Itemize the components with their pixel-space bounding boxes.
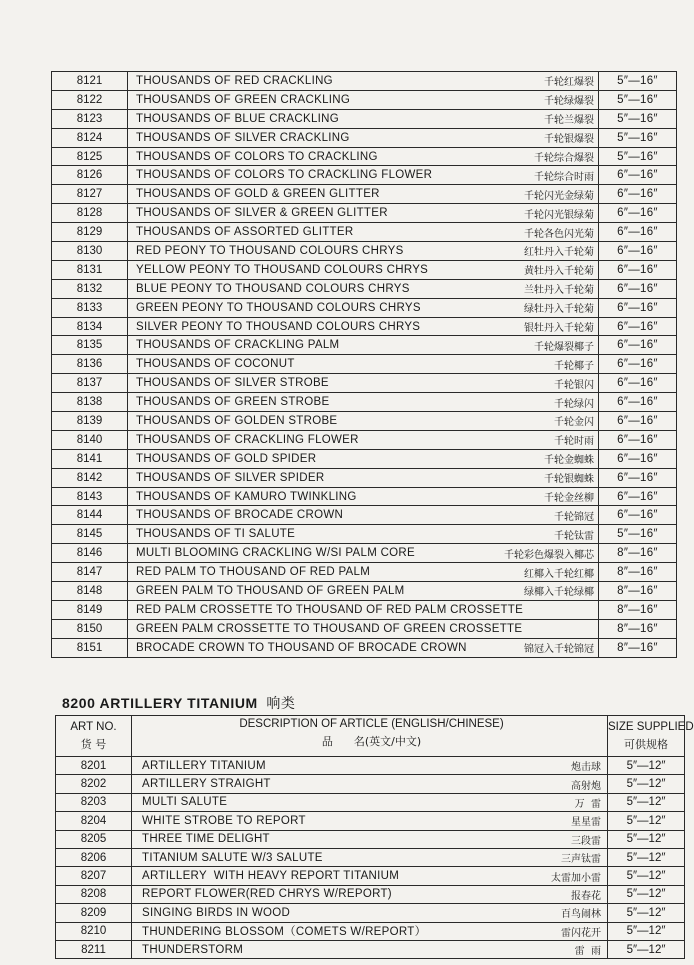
size-cell: 6″—16″ [599,242,677,261]
description-cell [132,757,608,775]
description-cell [128,128,599,147]
description-cell [128,260,599,279]
header-art-no-en: ART NO. [70,721,117,733]
header-size [608,716,694,757]
table-row [52,128,677,147]
description-zh: 三段雷 [571,835,601,847]
size-cell: 5″—12″ [608,793,685,811]
description-cell [132,904,608,922]
size-cell: 6″—16″ [599,506,677,525]
description-zh: 红椰入千轮红椰 [524,568,594,580]
description-zh: 炮击球 [571,762,601,774]
size-cell: 8″—16″ [599,638,677,657]
size-cell: 5″—12″ [608,830,685,848]
size-cell: 6″—16″ [599,204,677,223]
size-cell: 5″—12″ [608,848,685,866]
description-zh: 千轮闪光金绿菊 [524,190,594,202]
size-cell: 6″—16″ [599,393,677,412]
product-table-8100 [51,71,677,658]
table-row [52,638,677,657]
description-zh: 雷 雨 [574,946,601,958]
description-en: GREEN PALM TO THOUSAND OF GREEN PALM [136,584,405,597]
description-en: BROCADE CROWN TO THOUSAND OF BROCADE CROWN [136,641,467,654]
description-zh: 千轮银爆裂 [544,134,594,146]
description-en: GREEN PALM CROSSETTE TO THOUSAND OF GREEN CROSSETTE [136,622,523,635]
description-en: RED PEONY TO THOUSAND COLOURS CHRYS [136,244,404,257]
description-cell [132,830,608,848]
art-no-cell: 8203 [56,793,132,811]
art-no-cell: 8131 [52,260,128,279]
description-zh: 千轮闪光银绿菊 [524,209,594,221]
description-zh: 绿椰入千轮绿椰 [524,587,594,599]
description-en: THOUSANDS OF COLORS TO CRACKLING [136,150,378,163]
table-row [52,563,677,582]
table-row [52,223,677,242]
table-row [52,619,677,638]
size-cell: 6″—16″ [599,336,677,355]
size-cell: 5″—12″ [608,922,685,940]
art-no-cell: 8142 [52,468,128,487]
description-en: ARTILLERY STRAIGHT [142,778,271,791]
description-cell [128,90,599,109]
art-no-cell: 8144 [52,506,128,525]
table-row [56,904,685,922]
table-row [52,412,677,431]
description-zh: 银牡丹入千轮菊 [524,323,594,335]
product-table-8200 [55,715,694,959]
art-no-cell: 8201 [56,757,132,775]
art-no-cell: 8207 [56,867,132,885]
description-cell [128,185,599,204]
description-zh: 千轮红爆裂 [544,77,594,89]
description-zh: 千轮银蜘蛛 [544,474,594,486]
size-cell: 5″—12″ [608,757,685,775]
description-zh: 千轮时雨 [554,436,594,448]
description-en: THOUSANDS OF SILVER & GREEN GLITTER [136,207,388,220]
description-cell [128,506,599,525]
size-cell: 5″—16″ [599,128,677,147]
description-zh: 兰牡丹入千轮菊 [524,285,594,297]
art-no-cell: 8146 [52,544,128,563]
table-row [56,885,685,903]
art-no-cell: 8151 [52,638,128,657]
description-en: TITANIUM SALUTE W/3 SALUTE [142,851,323,864]
description-en: THOUSANDS OF SILVER STROBE [136,377,329,390]
description-cell [128,412,599,431]
description-cell [128,619,599,638]
description-zh: 绿牡丹入千轮菊 [524,304,594,316]
description-cell [132,812,608,830]
description-zh: 雷闪花开 [561,927,601,939]
description-zh: 千轮金蜘蛛 [544,455,594,467]
art-no-cell: 8122 [52,90,128,109]
description-en: THUNDERSTORM [142,943,244,956]
description-cell [128,279,599,298]
description-en: YELLOW PEONY TO THOUSAND COLOURS CHRYS [136,263,429,276]
art-no-cell: 8143 [52,487,128,506]
description-cell [128,449,599,468]
art-no-cell: 8128 [52,204,128,223]
description-cell [132,775,608,793]
description-cell [128,468,599,487]
description-cell [128,582,599,601]
table-row [56,793,685,811]
description-cell [128,374,599,393]
description-en: THOUSANDS OF GOLDEN STROBE [136,414,338,427]
description-en: SILVER PEONY TO THOUSAND COLOURS CHRYS [136,320,421,333]
description-en: THOUSANDS OF TI SALUTE [136,528,296,541]
description-zh: 锦冠入千轮锦冠 [524,644,594,656]
description-en: THUNDERING BLOSSOM（COMETS W/REPORT） [142,926,427,939]
header-size-zh: 可供规格 [624,738,668,751]
description-zh: 太雷加小雷 [551,872,601,884]
art-no-cell: 8130 [52,242,128,261]
description-cell [128,487,599,506]
size-cell: 5″—16″ [599,525,677,544]
description-cell [128,223,599,242]
size-cell: 5″—12″ [608,867,685,885]
description-cell [128,204,599,223]
description-en: THOUSANDS OF BROCADE CROWN [136,509,344,522]
art-no-cell: 8121 [52,72,128,91]
table-row [52,374,677,393]
description-zh: 千轮锦冠 [554,511,594,523]
description-cell [128,317,599,336]
description-zh: 千轮综合时雨 [534,171,594,183]
size-cell: 6″—16″ [599,468,677,487]
table-row [52,525,677,544]
size-cell: 6″—16″ [599,449,677,468]
description-en: THOUSANDS OF SILVER CRACKLING [136,131,350,144]
description-en: SINGING BIRDS IN WOOD [142,906,291,919]
table-row [52,336,677,355]
art-no-cell: 8149 [52,600,128,619]
description-zh: 三声钛雷 [561,854,601,866]
description-cell [128,147,599,166]
description-zh: 千轮金丝柳 [544,493,594,505]
description-zh: 万 雷 [574,798,601,810]
description-en: THOUSANDS OF GOLD & GREEN GLITTER [136,188,380,201]
art-no-cell: 8126 [52,166,128,185]
size-cell: 5″—12″ [608,904,685,922]
description-en: THOUSANDS OF COLORS TO CRACKLING FLOWER [136,169,433,182]
table-row [56,757,685,775]
description-zh: 千轮爆裂椰子 [534,341,594,353]
table-row [52,355,677,374]
description-zh: 高射炮 [571,780,601,792]
size-cell: 6″—16″ [599,279,677,298]
art-no-cell: 8209 [56,904,132,922]
art-no-cell: 8141 [52,449,128,468]
description-en: REPORT FLOWER(RED CHRYS W/REPORT) [142,888,392,901]
art-no-cell: 8150 [52,619,128,638]
table-row [52,393,677,412]
table-row [52,185,677,204]
art-no-cell: 8127 [52,185,128,204]
table-row [52,600,677,619]
size-cell: 6″—16″ [599,412,677,431]
description-en: MULTI BLOOMING CRACKLING W/SI PALM CORE [136,547,416,560]
art-no-cell: 8208 [56,885,132,903]
description-en: THOUSANDS OF COCONUT [136,358,295,371]
art-no-cell: 8202 [56,775,132,793]
art-no-cell: 8135 [52,336,128,355]
description-en: THOUSANDS OF GREEN CRACKLING [136,93,351,106]
table-row [52,582,677,601]
table-row [52,260,677,279]
table-row [56,922,685,940]
table-row [52,147,677,166]
art-no-cell: 8139 [52,412,128,431]
description-cell [128,430,599,449]
section-title-zh: 响类 [266,696,296,712]
art-no-cell: 8136 [52,355,128,374]
header-art-no [56,716,132,757]
description-cell [132,793,608,811]
description-cell [132,867,608,885]
description-en: THOUSANDS OF SILVER SPIDER [136,471,325,484]
art-no-cell: 8206 [56,848,132,866]
description-cell [128,72,599,91]
description-en: MULTI SALUTE [142,796,228,809]
description-zh: 黄牡丹入千轮菊 [524,266,594,278]
table-row [52,468,677,487]
art-no-cell: 8133 [52,298,128,317]
art-no-cell: 8140 [52,430,128,449]
description-zh: 千轮兰爆裂 [544,115,594,127]
art-no-cell: 8211 [56,940,132,958]
table-row [52,72,677,91]
description-cell [128,638,599,657]
size-cell: 6″—16″ [599,430,677,449]
description-cell [128,355,599,374]
table-row [52,242,677,261]
description-en: GREEN PEONY TO THOUSAND COLOURS CHRYS [136,301,421,314]
description-en: THOUSANDS OF KAMURO TWINKLING [136,490,357,503]
table-row [52,487,677,506]
description-en: ARTILLERY TITANIUM [142,759,266,772]
description-en: THOUSANDS OF BLUE CRACKLING [136,112,339,125]
description-cell [128,393,599,412]
art-no-cell: 8124 [52,128,128,147]
section-title-en: 8200 ARTILLERY TITANIUM [62,695,258,711]
header-art-no-zh: 货 号 [80,738,107,751]
art-no-cell: 8137 [52,374,128,393]
art-no-cell: 8204 [56,812,132,830]
size-cell: 6″—16″ [599,298,677,317]
size-cell: 8″—16″ [599,600,677,619]
art-no-cell: 8148 [52,582,128,601]
art-no-cell: 8138 [52,393,128,412]
description-zh: 百鸟闹林 [561,909,601,921]
table-row [52,430,677,449]
art-no-cell: 8210 [56,922,132,940]
size-cell: 8″—16″ [599,544,677,563]
size-cell: 5″—12″ [608,940,685,958]
art-no-cell: 8123 [52,109,128,128]
description-en: THOUSANDS OF CRACKLING FLOWER [136,433,359,446]
description-cell [128,242,599,261]
description-zh: 千轮绿闪 [554,398,594,410]
table-row [56,830,685,848]
size-cell: 5″—16″ [599,109,677,128]
size-cell: 6″—16″ [599,260,677,279]
description-zh: 千轮彩色爆裂入椰芯 [504,549,594,561]
table-header-row [56,716,685,757]
description-cell [128,600,599,619]
size-cell: 8″—16″ [599,582,677,601]
art-no-cell: 8134 [52,317,128,336]
art-no-cell: 8132 [52,279,128,298]
description-cell [132,848,608,866]
size-cell: 6″—16″ [599,317,677,336]
size-cell: 6″—16″ [599,487,677,506]
table-row [56,775,685,793]
table-row [52,506,677,525]
description-en: THOUSANDS OF RED CRACKLING [136,74,333,87]
size-cell: 6″—16″ [599,355,677,374]
description-cell [132,922,608,940]
art-no-cell: 8145 [52,525,128,544]
description-en: WHITE STROBE TO REPORT [142,814,306,827]
size-cell: 6″—16″ [599,223,677,242]
size-cell: 5″—16″ [599,147,677,166]
art-no-cell: 8205 [56,830,132,848]
size-cell: 5″—12″ [608,812,685,830]
size-cell: 8″—16″ [599,619,677,638]
table-row [56,812,685,830]
section-title [62,693,296,713]
description-en: RED PALM CROSSETTE TO THOUSAND OF RED PALM CROSSETTE [136,603,524,616]
description-zh: 红牡丹入千轮菊 [524,247,594,259]
description-cell [128,525,599,544]
description-en: ARTILLERY WITH HEAVY REPORT TITANIUM [142,870,400,883]
table-row [52,544,677,563]
art-no-cell: 8147 [52,563,128,582]
description-en: THOUSANDS OF CRACKLING PALM [136,339,340,352]
description-en: THOUSANDS OF GOLD SPIDER [136,452,317,465]
size-cell: 5″—12″ [608,775,685,793]
header-description-zh: 品 名(英文/中文) [321,735,422,748]
size-cell: 5″—16″ [599,90,677,109]
description-cell [128,563,599,582]
description-zh: 千轮各色闪光菊 [524,228,594,240]
table-row [52,109,677,128]
table-row [56,867,685,885]
table-row [52,449,677,468]
table-row [52,90,677,109]
description-cell [128,298,599,317]
description-zh: 千轮椰子 [554,360,594,372]
description-zh: 星星雷 [571,817,601,829]
table-row [52,317,677,336]
description-cell [128,109,599,128]
size-cell: 6″—16″ [599,166,677,185]
table-row [52,204,677,223]
description-zh: 千轮绿爆裂 [544,96,594,108]
description-en: BLUE PEONY TO THOUSAND COLOURS CHRYS [136,282,410,295]
size-cell: 6″—16″ [599,185,677,204]
description-en: THOUSANDS OF GREEN STROBE [136,396,330,409]
description-cell [132,940,608,958]
description-cell [128,336,599,355]
size-cell: 6″—16″ [599,374,677,393]
header-description-en: DESCRIPTION OF ARTICLE (ENGLISH/CHINESE) [239,718,504,730]
table-row [52,298,677,317]
table-row [52,279,677,298]
art-no-cell: 8125 [52,147,128,166]
description-zh: 千轮金闪 [554,417,594,429]
description-en: THOUSANDS OF ASSORTED GLITTER [136,226,354,239]
size-cell: 5″—16″ [599,72,677,91]
size-cell: 8″—16″ [599,563,677,582]
header-size-en: SIZE SUPPLIED [608,721,694,733]
description-cell [132,885,608,903]
table-row [56,940,685,958]
description-zh: 千轮钛雷 [554,530,594,542]
table-row [56,848,685,866]
art-no-cell: 8129 [52,223,128,242]
description-zh: 千轮综合爆裂 [534,153,594,164]
description-zh: 报春花 [571,890,601,902]
header-description [132,716,608,757]
size-cell: 5″—12″ [608,885,685,903]
description-en: THREE TIME DELIGHT [142,833,270,846]
description-cell [128,166,599,185]
description-en: RED PALM TO THOUSAND OF RED PALM [136,566,371,579]
description-zh: 千轮银闪 [554,379,594,391]
description-cell [128,544,599,563]
table-row [52,166,677,185]
